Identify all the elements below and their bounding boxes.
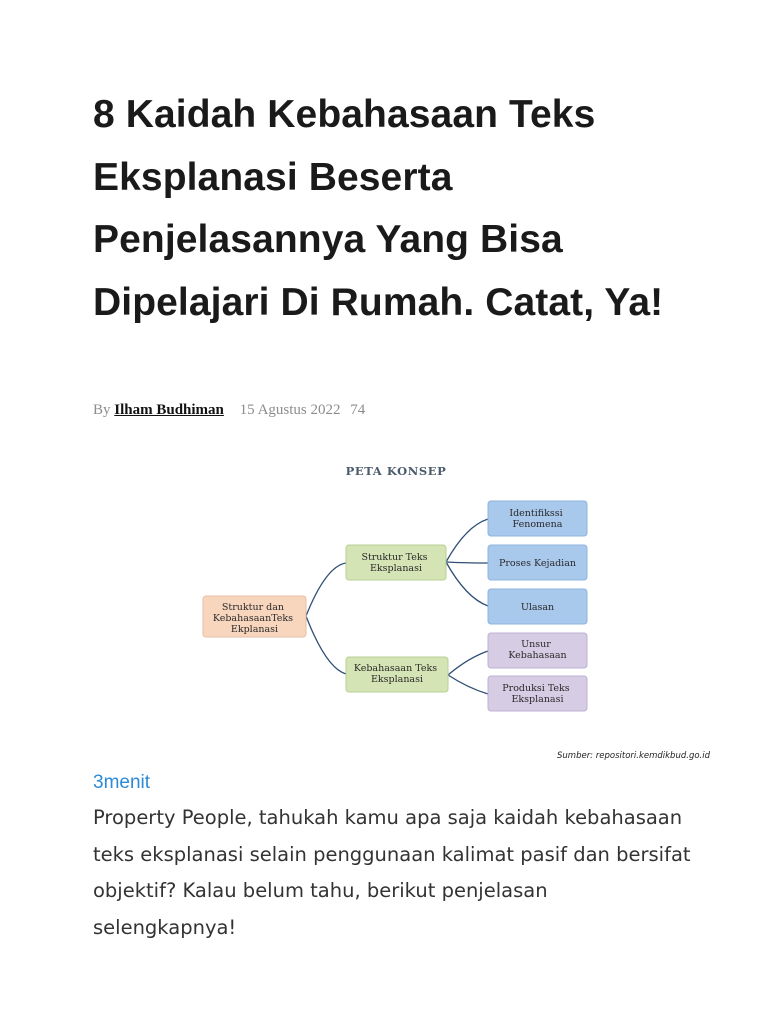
svg-text:Produksi Teks Eksplana xyxy=(502,683,572,705)
node-root-line1: Struktur dan xyxy=(221,602,285,613)
node-struktur xyxy=(346,545,446,580)
view-count: 74 xyxy=(350,402,366,418)
svg-text:Proses Kejadian xyxy=(499,558,576,569)
node-struktur-line2: Eksplanasi xyxy=(369,563,423,574)
read-time: 3menit xyxy=(93,772,151,793)
node-unsur-line2: Kebahasaan xyxy=(508,650,567,661)
node-kebahasaan xyxy=(346,657,448,692)
connector-root-branch1 xyxy=(306,563,346,616)
article-intro: Property People, tahukah kamu apa saja kaidah kebahasaan teks eksplanasi selain penggunaan kalimat pasif dan bersifat objektif? Kalau belum tahu, berikut penjelasan selengkapnya! xyxy=(93,806,691,939)
node-ulasan xyxy=(488,589,587,624)
node-proses-kejadian xyxy=(488,545,587,580)
node-root xyxy=(203,596,306,637)
node-ulasan-line1: Ulasan xyxy=(520,602,555,613)
connector-branch2-leaf5 xyxy=(448,675,488,694)
author-link[interactable]: Ilham Budhiman xyxy=(114,402,224,418)
node-unsur-kebahasaan xyxy=(488,633,587,668)
image-source-caption: Sumber: repositori.kemdikbud.go.id xyxy=(557,751,710,761)
byline-prefix: By xyxy=(93,402,111,418)
node-kebahasaan-line2: Eksplanasi xyxy=(370,674,424,685)
node-produksi-line1: Produksi Teks xyxy=(502,683,570,694)
node-kebahasaan-line1: Kebahasaan Teks xyxy=(353,663,438,674)
article-byline xyxy=(93,402,365,419)
node-proses-kejadian-line1: Proses Kejadian xyxy=(498,558,577,569)
node-identifikasi-line2: Fenomena xyxy=(512,519,563,530)
node-struktur-line1: Struktur Teks xyxy=(361,552,428,563)
node-root-line2: KebahasaanTeks xyxy=(212,613,294,624)
article-title: 8 Kaidah Kebahasaan Teks Eksplanasi Beserta Penjelasannya Yang Bisa Dipelajari Di Rumah. Catat, Ya! xyxy=(93,93,664,324)
node-identifikasi-line1: Identifikssi xyxy=(509,508,563,519)
connector-branch1-leaf2 xyxy=(446,562,488,563)
concept-map-title: PETA KONSEP xyxy=(345,464,447,478)
connector-branch2-leaf4 xyxy=(448,651,488,675)
svg-text:Ulasan xyxy=(521,602,554,613)
node-unsur-line1: Unsur xyxy=(521,639,551,650)
connector-branch1-leaf3 xyxy=(446,562,488,606)
node-produksi-teks xyxy=(488,676,587,711)
concept-map-image xyxy=(196,456,716,766)
node-identifikasi xyxy=(488,501,587,536)
svg-text:Identifikssi Fenomena xyxy=(509,508,565,530)
connector-branch1-leaf1 xyxy=(446,519,488,562)
node-produksi-line2: Eksplanasi xyxy=(511,694,564,705)
connector-root-branch2 xyxy=(306,616,346,674)
svg-text:Struktur Teks Eksplana xyxy=(361,552,430,574)
publish-date: 15 Agustus 2022 xyxy=(239,402,341,418)
node-root-line3: Ekplanasi xyxy=(230,624,279,635)
